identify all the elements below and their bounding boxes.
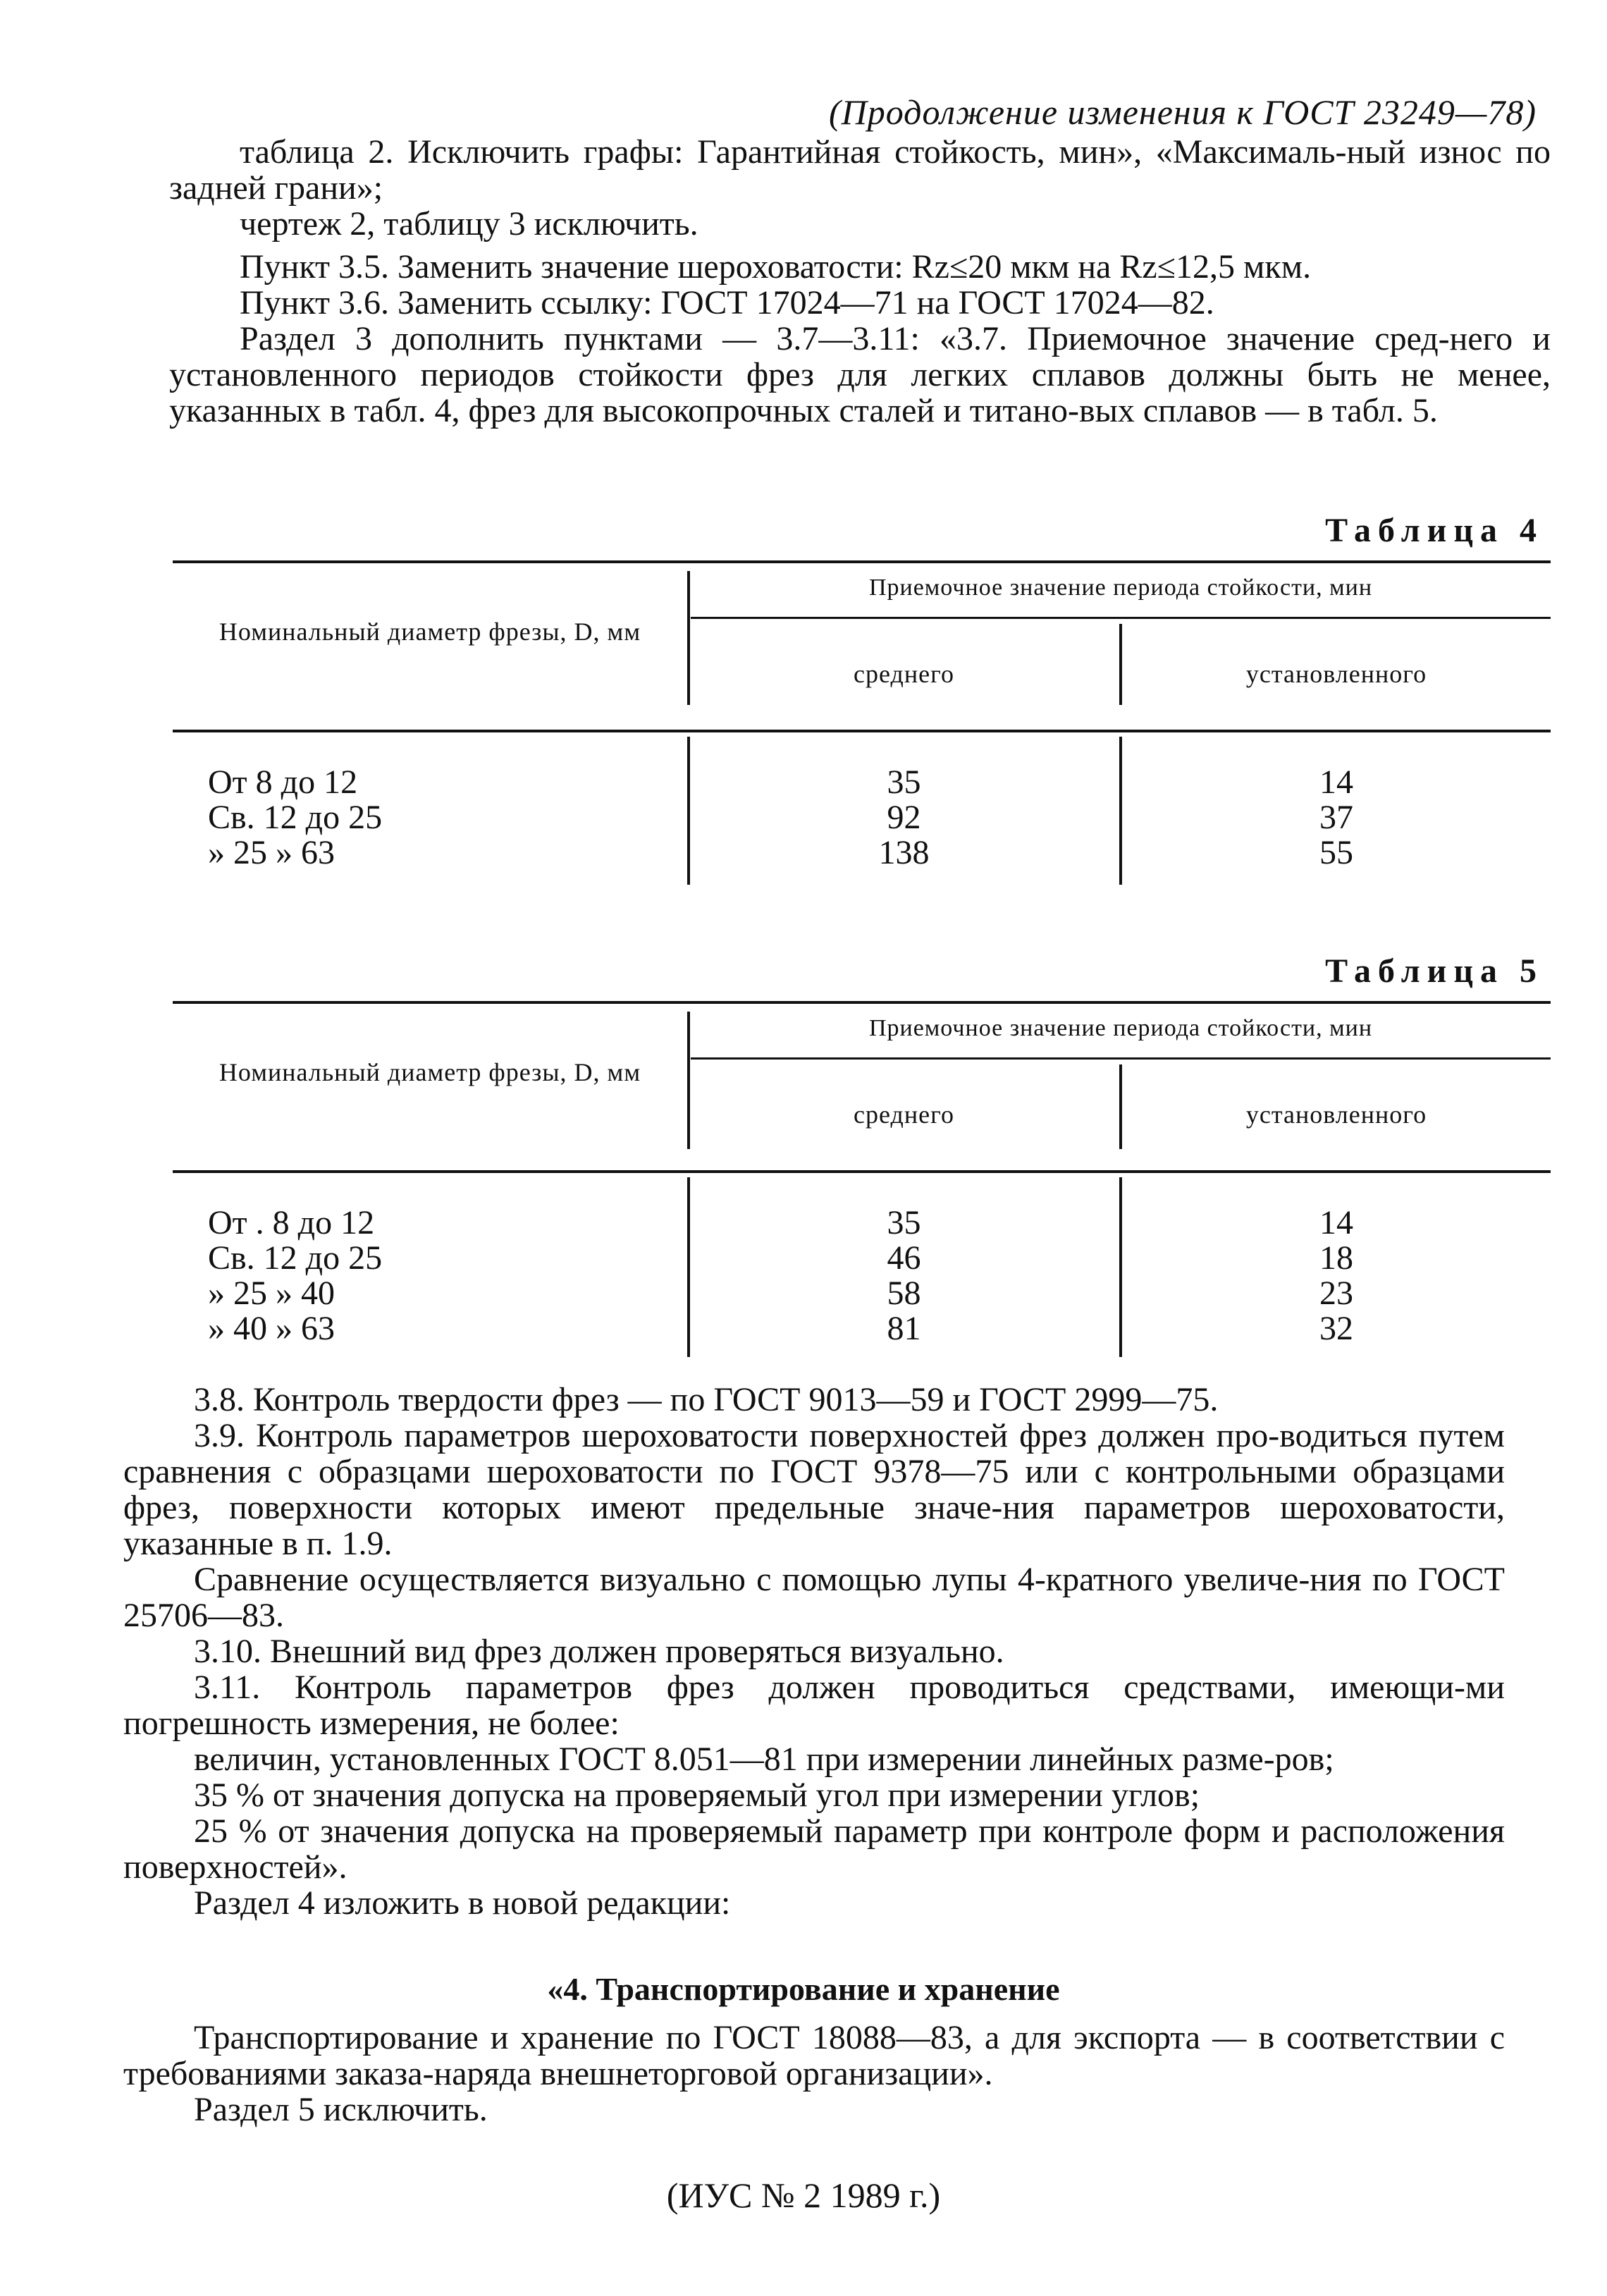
table4-group-header: Приемочное значение периода стойкости, мин (868, 575, 1373, 601)
intro-para-3: Пункт 3.5. Заменить значение шероховатости: Rz≤20 мкм на Rz≤12,5 мкм. (240, 248, 1312, 286)
final-line: Раздел 5 исключить. (194, 2091, 488, 2128)
table-row: » 25 » 40 (208, 1275, 335, 1312)
table5-established: 14 18 23 32 (1319, 1204, 1353, 1347)
table5-col-established: установленного (1245, 1100, 1427, 1129)
body-para-8: 25 % от значения допуска на проверяемый параметр при контроле форм и расположения поверхностей». (123, 1812, 1505, 1886)
page-header: (Продолжение изменения к ГОСТ 23249—78) (829, 92, 1537, 132)
table5 (173, 1001, 1551, 1368)
intro-para-4: Пункт 3.6. Заменить ссылку: ГОСТ 17024—71 на ГОСТ 17024—82. (240, 284, 1214, 321)
section-text-block (123, 2020, 1505, 2128)
body-para-9: Раздел 4 изложить в новой редакции: (194, 1884, 731, 1922)
intro-para-1: таблица 2. Исключить графы: Гарантийная стойкость, мин», «Максималь-ный износ по задней грани»; (169, 133, 1551, 207)
body-text (123, 1382, 1505, 1921)
body-para-3: Сравнение осуществляется визуально с помощью лупы 4-кратного увеличе-ния по ГОСТ 25706—83. (123, 1561, 1505, 1634)
table4-title: Таблица 4 (1325, 512, 1544, 549)
table5-col-average: среднего (854, 1100, 954, 1129)
table-row: Св. 12 до 25 (208, 1239, 383, 1277)
table5-diameters (208, 1205, 631, 1346)
table4-diameters (208, 765, 631, 871)
table-row: » 25 » 63 (208, 834, 335, 871)
table4-averages: 35 92 138 (878, 763, 930, 871)
page-footer: (ИУС № 2 1989 г.) (666, 2175, 941, 2215)
body-para-5: 3.11. Контроль параметров фрез должен проводиться средствами, имеющи-ми погрешность измерения, не более: (123, 1669, 1505, 1742)
table4-established: 14 37 55 (1319, 763, 1353, 871)
intro-text (169, 134, 1551, 429)
body-para-4: 3.10. Внешний вид фрез должен проверяться визуально. (194, 1633, 1004, 1670)
table4-col-established: установленного (1245, 660, 1427, 688)
table5-col-diameter: Номинальный диаметр фрезы, D, мм (218, 1058, 641, 1086)
table-row: » 40 » 63 (208, 1310, 335, 1347)
table5-averages: 35 46 58 81 (887, 1204, 921, 1347)
section-title: «4. Транспортирование и хранение (547, 1971, 1060, 2007)
table5-group-header: Приемочное значение периода стойкости, мин (868, 1015, 1373, 1041)
body-para-7: 35 % от значения допуска на проверяемый угол при измерении углов; (194, 1776, 1200, 1814)
intro-para-2: чертеж 2, таблицу 3 исключить. (240, 205, 698, 243)
table4-col-average: среднего (854, 660, 954, 688)
table-row: От 8 до 12 (208, 763, 358, 801)
body-para-6: величин, установленных ГОСТ 8.051—81 при измерении линейных разме-ров; (194, 1741, 1334, 1778)
table4 (173, 560, 1551, 885)
table-row: От . 8 до 12 (208, 1204, 375, 1241)
intro-para-5: Раздел 3 дополнить пунктами — 3.7—3.11: «3.7. Приемочное значение сред-него и установленного периодов стойкости фрез для легких сплавов должны быть не менее, указанных в табл. 4, фрез для высокопрочных сталей и титано-вых сплавов — в табл. 5. (169, 320, 1551, 429)
body-para-2: 3.9. Контроль параметров шероховатости поверхностей фрез должен про-водиться путем сравнения с образцами шероховатости по ГОСТ 9378—75 или с контрольными образцами фрез, поверхности которых имеют предельные значе-ния параметров шероховатости, указанные в п. 1.9. (123, 1417, 1505, 1562)
table4-col-diameter: Номинальный диаметр фрезы, D, мм (218, 618, 641, 646)
section-text: Транспортирование и хранение по ГОСТ 18088—83, а для экспорта — в соответствии с требованиями заказа-наряда внешнеторговой организации». (123, 2019, 1505, 2092)
table-row: Св. 12 до 25 (208, 799, 383, 836)
table5-title: Таблица 5 (1325, 952, 1544, 990)
body-para-1: 3.8. Контроль твердости фрез — по ГОСТ 9013—59 и ГОСТ 2999—75. (194, 1381, 1219, 1418)
